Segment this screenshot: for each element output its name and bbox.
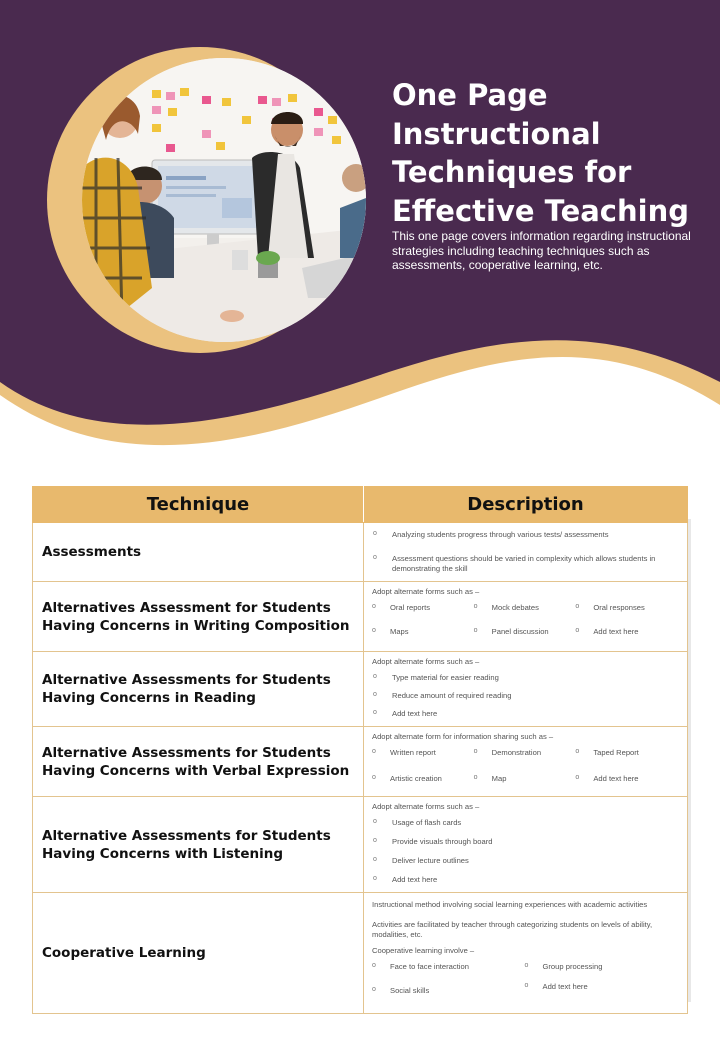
list-item: o Add text here <box>525 982 678 992</box>
description-intro: Adopt alternate forms such as – <box>372 587 480 596</box>
list-item: o Group processing <box>525 962 678 972</box>
description-paragraph: Cooperative learning involve – <box>372 946 475 955</box>
list-item: o Panel discussion <box>474 627 576 637</box>
bullet-list <box>372 673 677 719</box>
list-item: o Maps <box>372 627 474 637</box>
title-line: Instructional <box>392 116 601 151</box>
list-item: o Assessment questions should be varied in complexity which allows students in demonstrating the skill <box>372 554 677 574</box>
technique-cell: Alternative Assessments for Students Having Concerns with Verbal Expression <box>33 727 364 797</box>
description-cell <box>364 893 688 1014</box>
table-row <box>33 893 688 1014</box>
list-item: o Provide visuals through board <box>372 837 677 847</box>
column-header-description: Description <box>364 487 688 523</box>
description-cell <box>364 652 688 727</box>
bullet-grid <box>372 603 677 637</box>
list-item: o Social skills <box>372 986 525 996</box>
techniques-table <box>32 486 688 1014</box>
description-cell <box>364 582 688 652</box>
list-item: o Add text here <box>575 627 677 637</box>
technique-cell: Alternatives Assessment for Students Having Concerns in Writing Composition <box>33 582 364 652</box>
list-item: o Oral reports <box>372 603 474 613</box>
description-paragraph: Activities are facilitated by teacher through categorizing students on levels of ability, modalities, etc. <box>372 920 653 939</box>
bullet-list <box>372 530 677 574</box>
team-meeting-photo <box>82 58 366 342</box>
technique-cell: Assessments <box>33 523 364 582</box>
page-subtitle: This one page covers information regarding instructional strategies including teaching techniques such as assessments, cooperative learning, etc. <box>392 229 691 272</box>
list-item: o Demonstration <box>474 748 576 758</box>
list-item: o Mock debates <box>474 603 576 613</box>
table-row <box>33 582 688 652</box>
title-line: Effective Teaching <box>392 193 689 228</box>
description-cell <box>364 727 688 797</box>
table-shadow <box>688 519 691 1002</box>
list-item: o Face to face interaction <box>372 962 525 972</box>
list-item: o Artistic creation <box>372 774 474 784</box>
list-item: o Add text here <box>372 875 677 885</box>
table-row <box>33 797 688 893</box>
technique-cell: Cooperative Learning <box>33 893 364 1014</box>
list-item: o Deliver lecture outlines <box>372 856 677 866</box>
list-item: o Analyzing students progress through various tests/ assessments <box>372 530 677 540</box>
list-item: o Reduce amount of required reading <box>372 691 677 701</box>
description-intro: Adopt alternate forms such as – <box>372 802 480 811</box>
list-item: o Type material for easier reading <box>372 673 677 683</box>
list-item: o Map <box>474 774 576 784</box>
list-item: o Taped Report <box>575 748 677 758</box>
list-item: o Written report <box>372 748 474 758</box>
table-row <box>33 523 688 582</box>
description-intro: Adopt alternate forms such as – <box>372 657 480 666</box>
list-item: o Add text here <box>575 774 677 784</box>
bullet-grid <box>372 962 677 996</box>
bullet-grid <box>372 748 677 784</box>
title-line: One Page <box>392 78 548 112</box>
bullet-column-left <box>372 962 525 996</box>
list-item: o Oral responses <box>575 603 677 613</box>
list-item: o Usage of flash cards <box>372 818 677 828</box>
technique-cell: Alternative Assessments for Students Having Concerns with Listening <box>33 797 364 893</box>
technique-cell: Alternative Assessments for Students Having Concerns in Reading <box>33 652 364 727</box>
bullet-column-right <box>525 962 678 996</box>
table-row <box>33 727 688 797</box>
description-cell <box>364 797 688 893</box>
column-header-technique: Technique <box>33 487 364 523</box>
title-line: Techniques for <box>392 155 632 189</box>
bullet-list <box>372 818 677 885</box>
page-title <box>392 76 702 230</box>
description-paragraph: Instructional method involving social learning experiences with academic activities <box>372 900 648 909</box>
table-row <box>33 652 688 727</box>
table-header-row <box>33 487 688 523</box>
description-intro: Adopt alternate form for information sharing such as – <box>372 732 554 741</box>
description-cell <box>364 523 688 582</box>
list-item: o Add text here <box>372 709 677 719</box>
